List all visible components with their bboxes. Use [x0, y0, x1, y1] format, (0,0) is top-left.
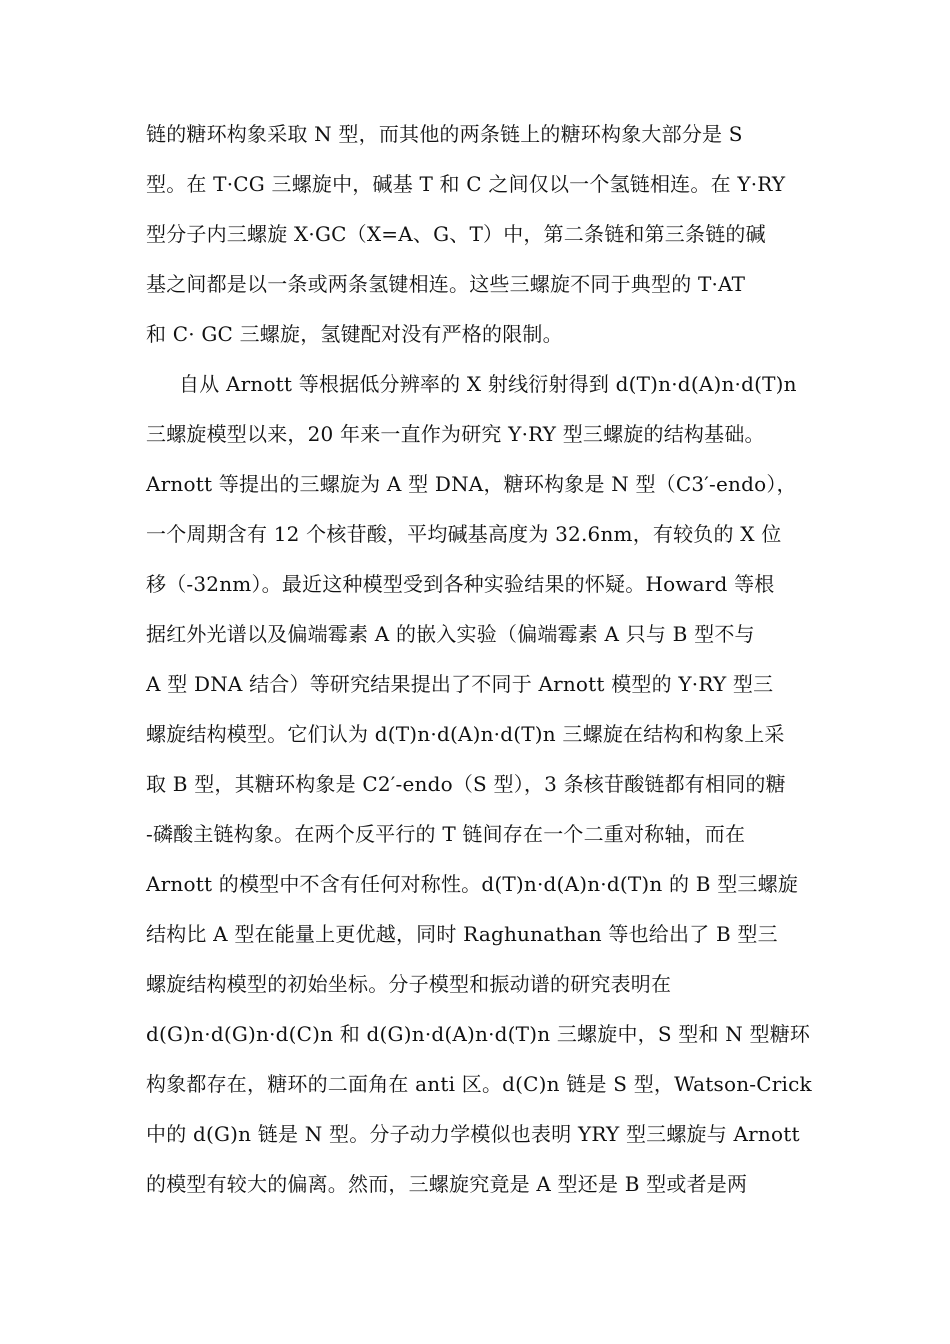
text-line: 构象都存在，糖环的二面角在 anti 区。d(C)n 链是 S 型，Watson-Crick [146, 1072, 812, 1096]
text-line: 螺旋结构模型。它们认为 d(T)n·d(A)n·d(T)n 三螺旋在结构和构象上采 [146, 722, 785, 746]
text-line: 螺旋结构模型的初始坐标。分子模型和振动谱的研究表明在 [146, 972, 672, 996]
text-line: 三螺旋模型以来，20 年来一直作为研究 Y·RY 型三螺旋的结构基础。 [146, 422, 765, 446]
text-line: 链的糖环构象采取 N 型，而其他的两条链上的糖环构象大部分是 S [146, 122, 743, 146]
text-line: 据红外光谱以及偏端霉素 A 的嵌入实验（偏端霉素 A 只与 B 型不与 [146, 622, 755, 646]
text-line: 结构比 A 型在能量上更优越，同时 Raghunathan 等也给出了 B 型三 [146, 922, 778, 946]
text-line: 基之间都是以一条或两条氢键相连。这些三螺旋不同于典型的 T·AT [146, 272, 746, 296]
paragraph-first-line: 自从 Arnott 等根据低分辨率的 X 射线衍射得到 d(T)n·d(A)n·d(T)n [179, 372, 797, 396]
text-line: 型。在 T·CG 三螺旋中，碱基 T 和 C 之间仅以一个氢链相连。在 Y·RY [146, 172, 786, 196]
text-line: 移（-32nm）。最近这种模型受到各种实验结果的怀疑。Howard 等根 [146, 572, 775, 596]
text-line: Arnott 等提出的三螺旋为 A 型 DNA，糖环构象是 N 型（C3′-endo）， [146, 472, 797, 496]
text-line: 的模型有较大的偏离。然而，三螺旋究竟是 A 型还是 B 型或者是两 [146, 1172, 748, 1196]
text-line: 和 C· GC 三螺旋，氢键配对没有严格的限制。 [146, 322, 563, 346]
text-line: 取 B 型，其糖环构象是 C2′-endo（S 型），3 条核苷酸链都有相同的糖 [146, 772, 786, 796]
text-line: Arnott 的模型中不含有任何对称性。d(T)n·d(A)n·d(T)n 的 B 型三螺旋 [146, 872, 799, 896]
text-line: 型分子内三螺旋 X·GC（X=A、G、T）中，第二条链和第三条链的碱 [146, 222, 766, 246]
text-line: d(G)n·d(G)n·d(C)n 和 d(G)n·d(A)n·d(T)n 三螺旋中，S 型和 N 型糖环 [146, 1022, 811, 1046]
text-line: -磷酸主链构象。在两个反平行的 T 链间存在一个二重对称轴，而在 [146, 822, 746, 846]
text-line: 中的 d(G)n 链是 N 型。分子动力学模似也表明 YRY 型三螺旋与 Arnott [146, 1122, 800, 1146]
text-line: 一个周期含有 12 个核苷酸，平均碱基高度为 32.6nm，有较负的 X 位 [146, 522, 782, 546]
text-line: A 型 DNA 结合）等研究结果提出了不同于 Arnott 模型的 Y·RY 型三 [146, 672, 774, 696]
